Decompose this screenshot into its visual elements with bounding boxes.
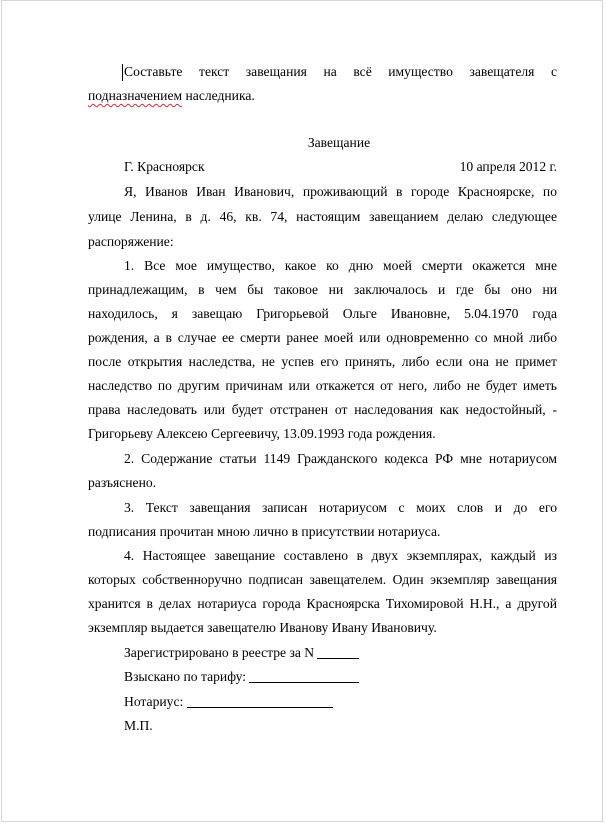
seal-line: М.П. xyxy=(124,718,153,733)
tariff-label: Взыскано по тарифу: xyxy=(124,669,250,684)
clause1-line: находилось, я завещаю Григорьевой Ольге Ивановне, 5.04.1970 года xyxy=(88,306,557,321)
clause3-line: подписания прочитан мною лично в присутствии нотариуса. xyxy=(88,524,441,539)
registry-label: Зарегистрировано в реестре за N xyxy=(124,645,318,660)
task-line-2 xyxy=(88,86,557,106)
clause1-line: рождения, а в случае ее смерти ранее моей или одновременно со мной либо xyxy=(88,330,557,345)
intro-line: улице Ленина, в д. 46, кв. 74, настоящим завещанием делаю следующее xyxy=(88,209,557,224)
registry-blank xyxy=(317,644,359,659)
task-line-1: Составьте текст завещания на всё имущество завещателя с xyxy=(124,64,557,79)
intro-line: Я, Иванов Иван Иванович, проживающий в городе Красноярске, по xyxy=(124,184,557,199)
clause1-line: Григорьеву Алексею Сергеевичу, 13.09.1993 года рождения. xyxy=(88,426,436,441)
clause2-line: разъяснено. xyxy=(88,475,157,490)
clause3-line: 3. Текст завещания записан нотариусом с моих слов и до его xyxy=(124,500,557,515)
misspelled-word[interactable]: подназначением xyxy=(88,88,183,103)
clause2-line: 2. Содержание статьи 1149 Гражданского кодекса РФ мне нотариусом xyxy=(124,451,557,466)
tariff-blank xyxy=(249,668,359,683)
clause1-line: принадлежащим, в чем бы таковое ни заключалось и где бы оно ни xyxy=(88,282,557,297)
city: Г. Красноярск xyxy=(124,159,205,174)
clause1-line: наследство по другим причинам или откажется от него, либо не будет иметь xyxy=(88,378,557,393)
notary-line xyxy=(124,692,557,712)
clause1-line: права наследовать или будет отстранен от наследования как недостойный, - xyxy=(88,402,557,417)
header-line xyxy=(124,157,557,177)
tariff-line xyxy=(124,667,557,687)
date: 10 апреля 2012 г. xyxy=(459,159,557,174)
clause1-line: после открытия наследства, не успев его принять, либо если она не примет xyxy=(88,354,557,369)
task-line-2-rest: наследника. xyxy=(182,88,255,103)
text-cursor xyxy=(122,64,123,81)
clause4-line: 4. Настоящее завещание составлено в двух экземплярах, каждый из xyxy=(124,548,557,563)
intro-line: распоряжение: xyxy=(88,234,174,249)
notary-blank xyxy=(187,693,333,708)
notary-label: Нотариус: xyxy=(124,694,187,709)
clause1-line: 1. Все мое имущество, какое ко дню моей смерти окажется мне xyxy=(124,258,557,273)
clause4-line: которых собственноручно подписан завещателем. Один экземпляр завещания xyxy=(88,572,557,587)
registry-line xyxy=(124,643,557,663)
clause4-line: экземпляр выдается завещателю Иванову Ивану Ивановичу. xyxy=(88,620,437,635)
clause4-line: хранится в делах нотариуса города Красноярска Тихомировой Н.Н., а другой xyxy=(88,596,557,611)
document-title: Завещание xyxy=(307,135,371,150)
